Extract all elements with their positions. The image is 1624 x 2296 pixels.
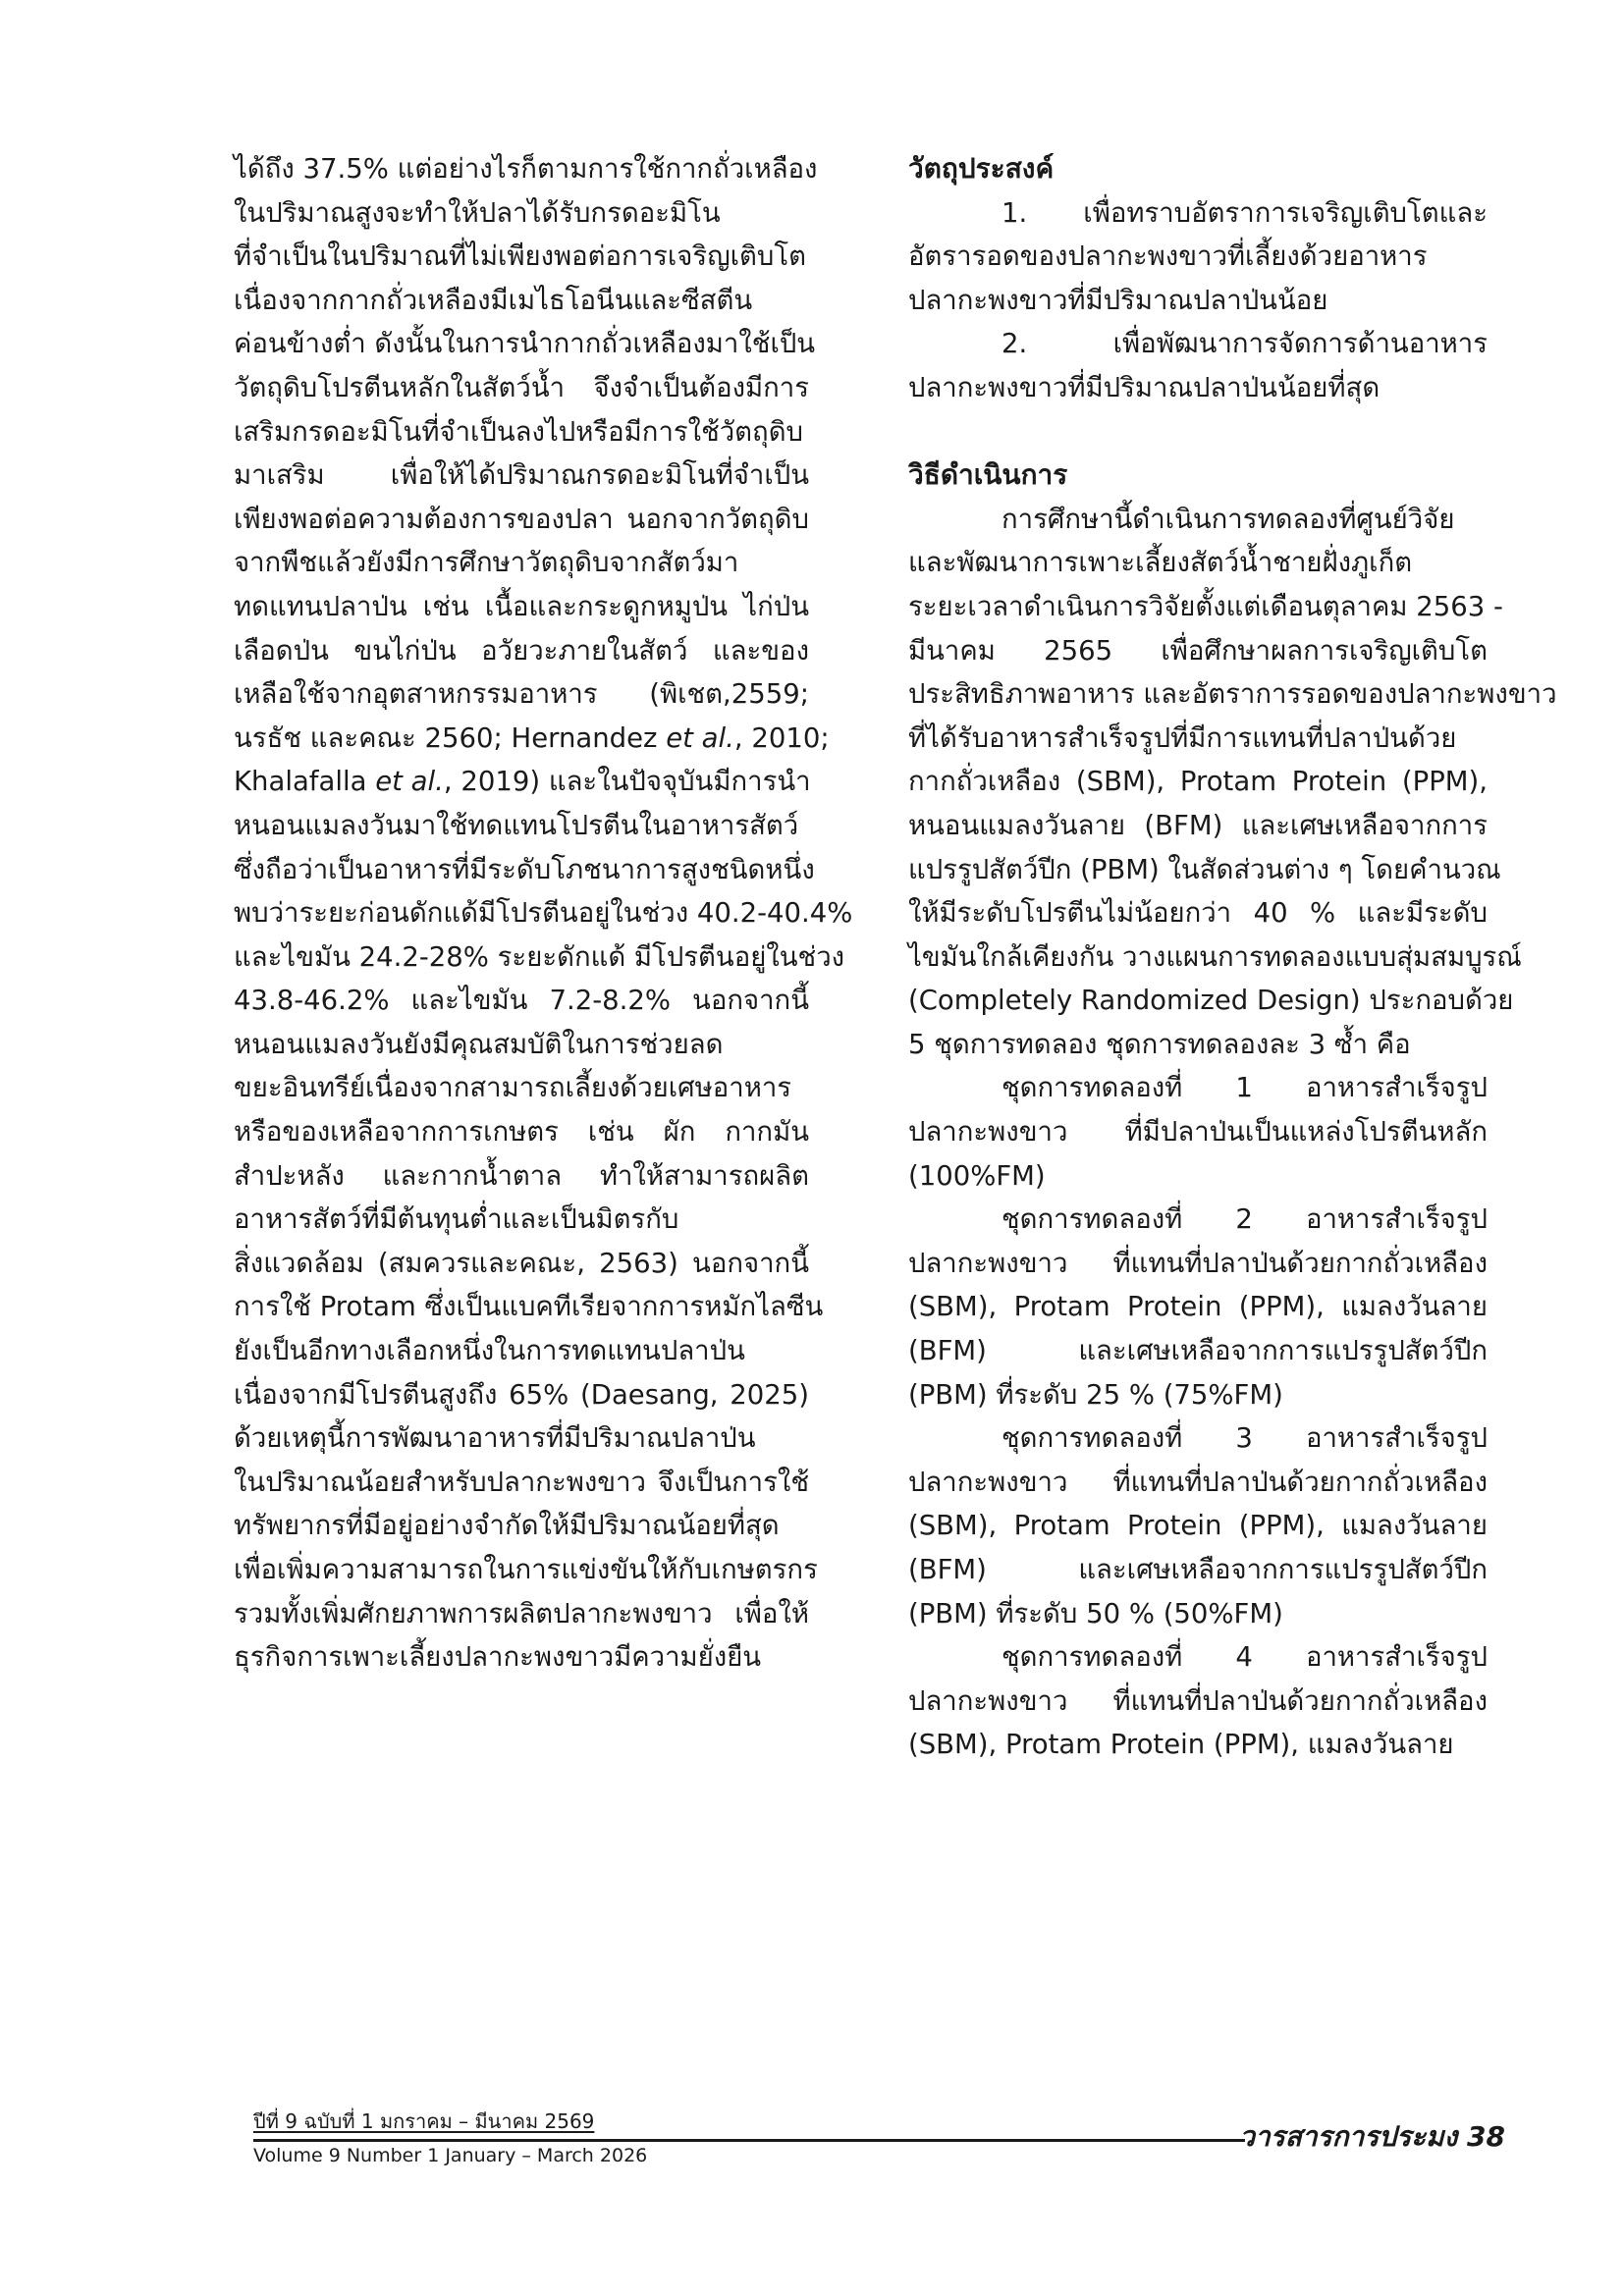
text-line: เสริมกรดอะมิโนที่จำเป็นลงไปหรือมีการใช้วัตถุดิบ: [234, 415, 804, 448]
text-line: (SBM), Protam Protein (PPM), แมลงวันลาย: [908, 1291, 1488, 1323]
text-line: (SBM), Protam Protein (PPM), แมลงวันลาย: [908, 1729, 1454, 1761]
text-line: มาเสริม เพื่อให้ได้ปริมาณกรดอะมิโนที่จำเป็น: [234, 459, 809, 492]
treatment-1: [908, 1066, 1488, 1198]
text-line: 5 ชุดการทดลอง ชุดการทดลองละ 3 ซ้ำ คือ: [908, 1028, 1411, 1060]
text-line: มีนาคม 2565 เพื่อศึกษาผลการเจริญเติบโต: [908, 634, 1488, 667]
text-line: 43.8-46.2% และไขมัน 7.2-8.2% นอกจากนี้: [234, 985, 809, 1017]
text-line: แปรรูปสัตว์ปีก (PBM) ในสัดส่วนต่าง ๆ โดยคำนวณ: [908, 853, 1501, 885]
text-line: เพื่อเพิ่มความสามารถในการแข่งขันให้กับเกษตรกร: [234, 1554, 818, 1585]
text-line: (Completely Randomized Design) ประกอบด้วย: [908, 985, 1514, 1017]
text-line: ปลากะพงขาว ที่แทนที่ปลาป่นด้วยกากถั่วเหลือง: [908, 1466, 1488, 1498]
objectives-heading: วัตถุประสงค์: [908, 152, 1055, 185]
text-line: และพัฒนาการเพาะเลี้ยงสัตว์น้ำชายฝั่งภูเก็ต: [908, 547, 1413, 579]
text-line: การใช้ Protam ซึ่งเป็นแบคทีเรียจากการหมักไลซีน: [234, 1291, 824, 1323]
text-line: ปลากะพงขาว ที่แทนที่ปลาป่นด้วยกากถั่วเหลือง: [908, 1684, 1488, 1717]
text-line: หนอนแมลงวันลาย (BFM) และเศษเหลือจากการ: [908, 809, 1488, 841]
footer-rule: [253, 2139, 1245, 2142]
text-line: ปลากะพงขาวที่มีปริมาณปลาป่นน้อย: [908, 284, 1328, 316]
text-line: เพียงพอต่อความต้องการของปลา นอกจากวัตถุดิบ: [234, 503, 809, 535]
text-line: 1. เพื่อทราบอัตราการเจริญเติบโตและ: [1001, 196, 1488, 229]
text-line: เนื่องจากกากถั่วเหลืองมีเมไธโอนีนและซีสตีน: [234, 284, 753, 316]
text-line: นรธัช และคณะ 2560; Hernandez et al., 2010;: [234, 721, 830, 754]
text-line: 2. เพื่อพัฒนาการจัดการด้านอาหาร: [1001, 328, 1488, 360]
text-line: รวมทั้งเพิ่มศักยภาพการผลิตปลากะพงขาว เพื่อให้: [234, 1597, 809, 1629]
text-line: การศึกษานี้ดำเนินการทดลองที่ศูนย์วิจัย: [1001, 503, 1455, 535]
text-line: กากถั่วเหลือง (SBM), Protam Protein (PPM),: [908, 766, 1488, 798]
text-line: ระยะเวลาดำเนินการวิจัยตั้งแต่เดือนตุลาคม 2563 -: [908, 590, 1503, 622]
text-line: ที่จำเป็นในปริมาณที่ไม่เพียงพอต่อการเจริญเติบโต: [234, 240, 806, 273]
objective-1: [908, 191, 1488, 323]
text-line: และไขมัน 24.2-28% ระยะดักแด้ มีโปรตีนอยู่ในช่วง: [234, 940, 845, 973]
text-line: ซึ่งถือว่าเป็นอาหารที่มีระดับโภชนาการสูงชนิดหนึ่ง: [234, 853, 815, 885]
text-line: ทรัพยากรที่มีอยู่อย่างจำกัดให้มีปริมาณน้อยที่สุด: [234, 1510, 780, 1542]
methods-heading: วิธีดำเนินการ: [908, 458, 1068, 492]
text-line: ชุดการทดลองที่ 2 อาหารสำเร็จรูป: [1001, 1203, 1488, 1236]
text-line: (100%FM): [908, 1159, 1046, 1192]
text-line: พบว่าระยะก่อนดักแด้มีโปรตีนอยู่ในช่วง 40.2-40.4%: [234, 897, 853, 930]
text-line: เหลือใช้จากอุตสาหกรรมอาหาร (พิเชต,2559;: [234, 678, 809, 711]
text-line: อาหารสัตว์ที่มีต้นทุนต่ำและเป็นมิตรกับ: [234, 1203, 679, 1236]
text-line: ค่อนข้างต่ำ ดังนั้นในการนำกากถั่วเหลืองมาใช้เป็น: [234, 328, 816, 360]
text-line: ไขมันใกล้เคียงกัน วางแผนการทดลองแบบสุ่มสมบูรณ์: [908, 940, 1522, 973]
text-line: เลือดป่น ขนไก่ป่น อวัยวะภายในสัตว์ และของ: [234, 634, 809, 667]
section-spacer: [908, 410, 1488, 454]
text-line: จากพืชแล้วยังมีการศึกษาวัตถุดิบจากสัตว์มา: [234, 547, 739, 579]
text-line: ด้วยเหตุนี้การพัฒนาอาหารที่มีปริมาณปลาป่น: [234, 1422, 756, 1455]
footer-journal-page: วารสารการประมง 38: [1239, 2120, 1505, 2153]
text-line: หรือของเหลือจากการเกษตร เช่น ผัก กากมัน: [234, 1116, 809, 1148]
text-line: สำปะหลัง และกากน้ำตาล ทำให้สามารถผลิต: [234, 1159, 809, 1192]
treatment-4: [908, 1635, 1488, 1767]
text-line: ขยะอินทรีย์เนื่องจากสามารถเลี้ยงด้วยเศษอาหาร: [234, 1072, 792, 1104]
text-line: สิ่งแวดล้อม (สมควรและคณะ, 2563) นอกจากนี้: [234, 1247, 809, 1279]
left-column: [234, 147, 853, 1680]
treatment-2: [908, 1198, 1488, 1416]
text-line: (BFM) และเศษเหลือจากการแปรรูปสัตว์ปีก: [908, 1335, 1488, 1367]
text-line: ปลากะพงขาว ที่แทนที่ปลาป่นด้วยกากถั่วเหลือง: [908, 1247, 1488, 1279]
text-line: ที่ได้รับอาหารสำเร็จรูปที่มีการแทนที่ปลาป่นด้วย: [908, 721, 1457, 754]
text-line: หนอนแมลงวันยังมีคุณสมบัติในการช่วยลด: [234, 1028, 724, 1060]
text-line: เนื่องจากมีโปรตีนสูงถึง 65% (Daesang, 2025): [234, 1378, 809, 1411]
text-line: ให้มีระดับโปรตีนไม่น้อยกว่า 40 % และมีระดับ: [908, 897, 1488, 930]
text-line: (PBM) ที่ระดับ 50 % (50%FM): [908, 1597, 1283, 1629]
text-line: ชุดการทดลองที่ 1 อาหารสำเร็จรูป: [1001, 1072, 1488, 1104]
text-line: ปลากะพงขาวที่มีปริมาณปลาป่นน้อยที่สุด: [908, 371, 1380, 403]
text-line: ปลากะพงขาว ที่มีปลาป่นเป็นแหล่งโปรตีนหลัก: [908, 1116, 1488, 1148]
text-line: ธุรกิจการเพาะเลี้ยงปลากะพงขาวมีความยั่งยืน: [234, 1641, 762, 1674]
text-line: ยังเป็นอีกทางเลือกหนึ่งในการทดแทนปลาป่น: [234, 1335, 745, 1367]
text-line: (PBM) ที่ระดับ 25 % (75%FM): [908, 1378, 1283, 1411]
footer-issue-english: Volume 9 Number 1 January – March 2026: [253, 2145, 648, 2166]
text-line: Khalafalla et al., 2019) และในปัจจุบันมีการนำ: [234, 766, 811, 798]
methods-paragraph: [908, 498, 1557, 1067]
text-line: ในปริมาณสูงจะทำให้ปลาได้รับกรดอะมิโน: [234, 196, 721, 229]
text-line: ในปริมาณน้อยสำหรับปลากะพงขาว จึงเป็นการใช้: [234, 1466, 809, 1498]
right-column: [908, 147, 1557, 1767]
footer-issue-thai: ปีที่ 9 ฉบับที่ 1 มกราคม – มีนาคม 2569: [253, 2109, 595, 2133]
text-line: ชุดการทดลองที่ 3 อาหารสำเร็จรูป: [1001, 1422, 1488, 1455]
text-line: ได้ถึง 37.5% แต่อย่างไรก็ตามการใช้กากถั่วเหลือง: [234, 153, 818, 185]
objective-2: [908, 322, 1488, 409]
treatment-3: [908, 1416, 1488, 1635]
page-footer: [253, 2109, 1505, 2187]
text-line: ทดแทนปลาป่น เช่น เนื้อและกระดูกหมูป่น ไก่ป่น: [234, 590, 809, 622]
text-line: (SBM), Protam Protein (PPM), แมลงวันลาย: [908, 1510, 1488, 1542]
text-line: ประสิทธิภาพอาหาร และอัตราการรอดของปลากะพงขาว: [908, 678, 1557, 711]
text-line: (BFM) และเศษเหลือจากการแปรรูปสัตว์ปีก: [908, 1554, 1488, 1585]
text-line: หนอนแมลงวันมาใช้ทดแทนโปรตีนในอาหารสัตว์: [234, 809, 799, 841]
text-line: อัตรารอดของปลากะพงขาวที่เลี้ยงด้วยอาหาร: [908, 240, 1428, 273]
text-line: ชุดการทดลองที่ 4 อาหารสำเร็จรูป: [1001, 1641, 1488, 1674]
text-line: วัตถุดิบโปรตีนหลักในสัตว์น้ำ จึงจำเป็นต้องมีการ: [234, 371, 809, 403]
